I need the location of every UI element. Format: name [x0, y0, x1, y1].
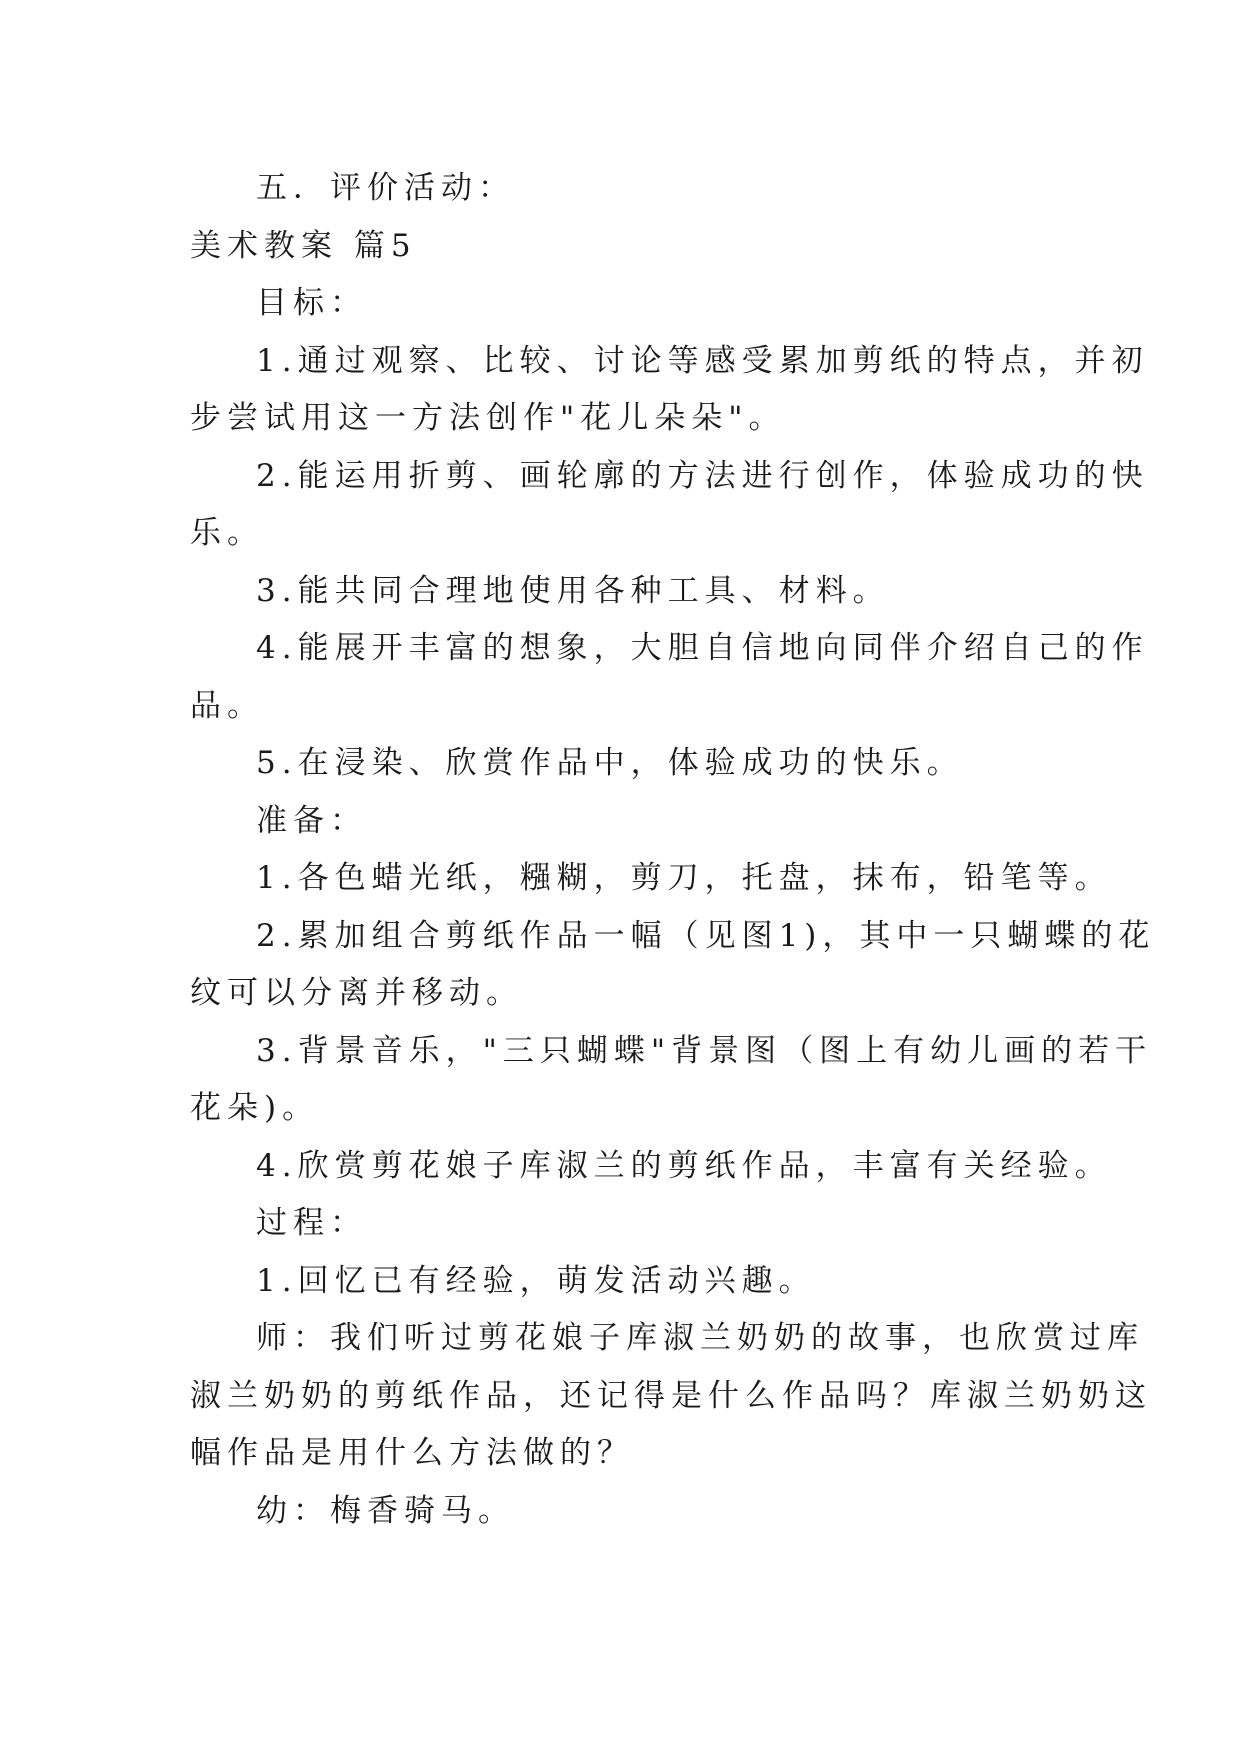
- paragraph-line: 2.累加组合剪纸作品一幅（见图1)，其中一只蝴蝶的花: [256, 918, 1156, 954]
- paragraph-line: 纹可以分离并移动。: [190, 975, 523, 1011]
- paragraph-line: 2.能运用折剪、画轮廓的方法进行创作，体验成功的快: [256, 458, 1149, 494]
- paragraph-line: 步尝试用这一方法创作"花儿朵朵"。: [190, 400, 786, 436]
- heading-goals: 目标：: [256, 285, 367, 321]
- heading-preparation: 准备：: [256, 803, 367, 839]
- paragraph-line: 幅作品是用什么方法做的？: [190, 1435, 634, 1471]
- paragraph-line: 品。: [190, 688, 264, 724]
- paragraph-line: 1.各色蜡光纸，糨糊，剪刀，托盘，抹布，铅笔等。: [256, 860, 1112, 896]
- section-heading-evaluation: 五．评价活动：: [256, 170, 515, 206]
- document-title: 美术教案 篇5: [190, 228, 417, 264]
- paragraph-line: 淑兰奶奶的剪纸作品，还记得是什么作品吗？库淑兰奶奶这: [190, 1378, 1152, 1414]
- paragraph-line: 师：我们听过剪花娘子库淑兰奶奶的故事，也欣赏过库: [256, 1320, 1144, 1356]
- paragraph-line: 乐。: [190, 515, 264, 551]
- paragraph-line: 1.通过观察、比较、讨论等感受累加剪纸的特点，并初: [256, 343, 1149, 379]
- paragraph-line: 1.回忆已有经验，萌发活动兴趣。: [256, 1263, 816, 1299]
- heading-process: 过程：: [256, 1205, 367, 1241]
- paragraph-line: 3.能共同合理地使用各种工具、材料。: [256, 573, 890, 609]
- paragraph-line: 4.欣赏剪花娘子库淑兰的剪纸作品，丰富有关经验。: [256, 1148, 1112, 1184]
- paragraph-line: 3.背景音乐，"三只蝴蝶"背景图（图上有幼儿画的若干: [256, 1033, 1153, 1069]
- paragraph-line: 4.能展开丰富的想象，大胆自信地向同伴介绍自己的作: [256, 630, 1149, 666]
- paragraph-line: 幼：梅香骑马。: [256, 1493, 515, 1529]
- paragraph-line: 5.在浸染、欣赏作品中，体验成功的快乐。: [256, 745, 964, 781]
- paragraph-line: 花朵)。: [190, 1090, 320, 1126]
